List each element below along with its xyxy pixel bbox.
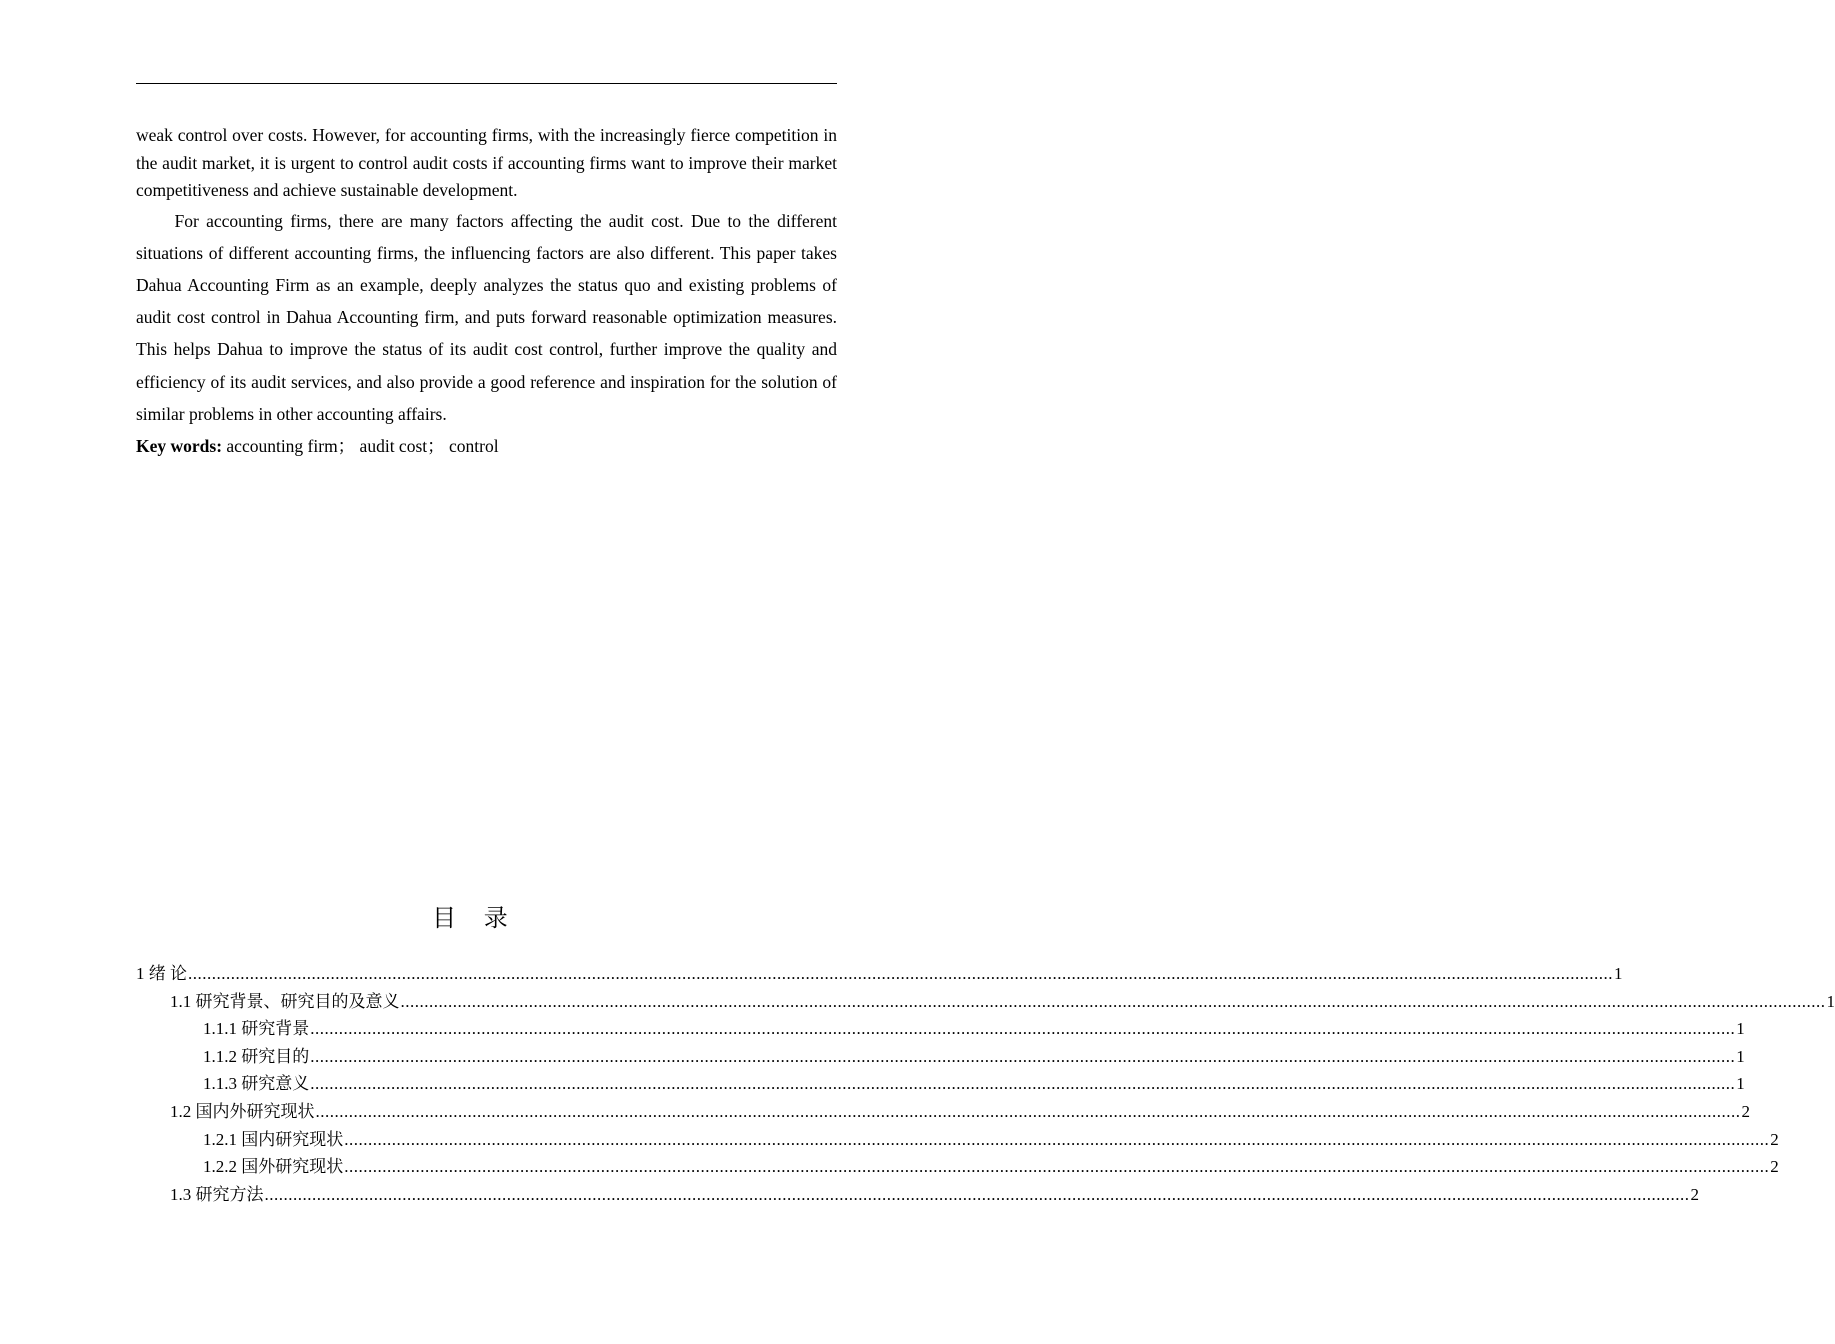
table-of-contents [136, 960, 1835, 1208]
toc-page-number: 1 [1736, 1046, 1745, 1066]
toc-page-number: 2 [1690, 1184, 1699, 1204]
toc-page-number: 1 [1736, 1074, 1745, 1094]
toc-entry-text: 1.2.1 国内研究现状 [203, 1129, 344, 1149]
toc-title: 目 录 [432, 904, 518, 932]
toc-entry-text: 1.1.2 研究目的 [203, 1046, 310, 1066]
toc-page-number: 2 [1770, 1157, 1779, 1177]
toc-leader-dots: ............................................................................................................................................................................................................................................................................................................ [400, 991, 1826, 1011]
header-rule [136, 83, 837, 84]
toc-page-number: 1 [1826, 991, 1835, 1011]
toc-entry-text: 1.2.2 国外研究现状 [203, 1157, 344, 1177]
toc-leader-dots: ............................................................................................................................................................................................................................................................................................................ [344, 1129, 1770, 1149]
toc-entry[interactable] [136, 1070, 1745, 1098]
toc-leader-dots: ............................................................................................................................................................................................................................................................................................................ [315, 1101, 1741, 1121]
toc-leader-dots: ............................................................................................................................................................................................................................................................................................................ [344, 1157, 1770, 1177]
toc-entry[interactable] [136, 1015, 1745, 1043]
toc-page-number: 2 [1770, 1129, 1779, 1149]
keywords-values: accounting firm； audit cost； control [222, 435, 499, 456]
toc-entry-text: 1 绪 论 [136, 964, 187, 983]
toc-entry[interactable] [136, 1098, 1750, 1126]
toc-entry[interactable] [136, 988, 1835, 1016]
toc-leader-dots: ............................................................................................................................................................................................................................................................................................................ [264, 1184, 1690, 1204]
toc-leader-dots: ............................................................................................................................................................................................................................................................................................................ [188, 964, 1613, 983]
toc-leader-dots: ............................................................................................................................................................................................................................................................................................................ [310, 1046, 1736, 1066]
toc-entry-text: 1.3 研究方法 [170, 1184, 264, 1204]
toc-page-number: 1 [1614, 964, 1623, 983]
english-abstract [136, 122, 837, 460]
keywords-line [136, 432, 837, 460]
toc-leader-dots: ............................................................................................................................................................................................................................................................................................................ [310, 1019, 1736, 1039]
toc-entry-text: 1.2 国内外研究现状 [170, 1101, 315, 1121]
toc-entry[interactable] [136, 1153, 1779, 1181]
abstract-paragraph-1: weak control over costs. However, for accounting firms, with the increasingly fierce competition in the audit market, it is urgent to control audit costs if accounting firms want to improve their market competitiveness and achieve sustainable development. [136, 125, 837, 200]
toc-entry[interactable] [136, 1043, 1745, 1071]
toc-entry[interactable] [136, 960, 1623, 988]
abstract-paragraph-2: For accounting firms, there are many factors affecting the audit cost. Due to the different situations of different accounting firms, the influencing factors are also different. This paper takes Dahua Accounting Firm as an example, deeply analyzes the status quo and existing problems of audit cost control in Dahua Accounting firm, and puts forward reasonable optimization measures. This helps Dahua to improve the status of its audit cost control, further improve the quality and efficiency of its audit services, and also provide a good reference and inspiration for the solution of similar problems in other accounting affairs. [136, 210, 837, 424]
toc-page-number: 1 [1736, 1019, 1745, 1039]
keywords-label: Key words: [136, 435, 223, 456]
toc-entry[interactable] [136, 1126, 1779, 1154]
toc-page-number: 2 [1741, 1101, 1750, 1121]
toc-entry[interactable] [136, 1181, 1699, 1209]
toc-entry-text: 1.1.3 研究意义 [203, 1074, 310, 1094]
toc-entry-text: 1.1.1 研究背景 [203, 1019, 310, 1039]
toc-entry-text: 1.1 研究背景、研究目的及意义 [170, 991, 400, 1011]
toc-leader-dots: ............................................................................................................................................................................................................................................................................................................ [310, 1074, 1736, 1094]
